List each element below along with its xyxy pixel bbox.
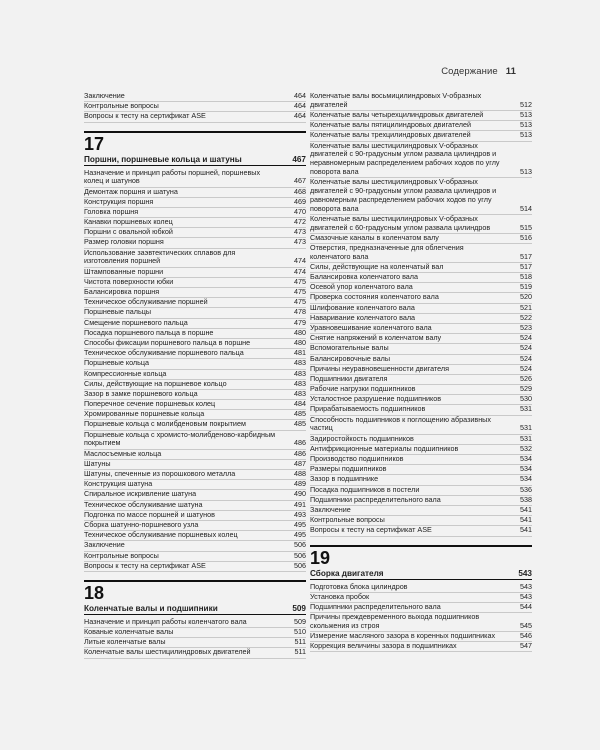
toc-entry[interactable]: Литые коленчатые валы 511 [84,638,306,648]
toc-entry[interactable]: Заключение 464 [84,92,306,102]
toc-entry[interactable]: Смазочные каналы в коленчатом валу 516 [310,234,532,244]
toc-entry[interactable]: Проверка состояния коленчатого вала 520 [310,293,532,303]
toc-entry[interactable]: Заключение 506 [84,541,306,551]
toc-column-left [84,92,306,659]
toc-entry[interactable]: Установка пробок 543 [310,593,532,603]
toc-entry[interactable]: Силы, действующие на коленчатый вал 517 [310,263,532,273]
chapter-number: 18 [84,580,306,603]
toc-entry[interactable]: Маслосъемные кольца 486 [84,450,306,460]
toc-entry[interactable]: Коленчатые валы четырехцилиндровых двигателей 513 [310,111,532,121]
toc-entry[interactable]: Поршневые кольца с молибденовым покрытием 485 [84,420,306,430]
toc-entry[interactable]: Подготовка блока цилиндров 543 [310,583,532,593]
toc-entry[interactable]: Причины преждевременного выхода подшипников скольжения из строя 545 [310,613,532,632]
toc-entry[interactable]: Шлифование коленчатого вала 521 [310,304,532,314]
toc-entry[interactable]: Техническое обслуживание поршневого пальца 481 [84,349,306,359]
left-pre-list [84,92,306,123]
toc-entry[interactable]: Компрессионные кольца 483 [84,370,306,380]
toc-entry[interactable]: Техническое обслуживание шатуна 491 [84,501,306,511]
chapter-title[interactable]: Поршни, поршневые кольца и шатуны 467 [84,154,306,164]
running-head [441,66,516,77]
toc-entry[interactable]: Вопросы к тесту на сертификат ASE 506 [84,562,306,572]
toc-entry[interactable]: Подшипники распределительного вала 538 [310,496,532,506]
chapter-number: 17 [84,131,306,154]
toc-entry[interactable]: Демонтаж поршня и шатуна 468 [84,188,306,198]
toc-entry[interactable]: Коленчатые валы трехцилиндровых двигателей 513 [310,131,532,141]
toc-entry[interactable]: Зазор в подшипнике 534 [310,475,532,485]
toc-entry[interactable]: Конструкция поршня 469 [84,198,306,208]
toc-entry[interactable]: Коленчатые валы шестицилиндровых V-образных двигателей с 90-градусным углом развала цилиндров и неравномерным распределением рабочих ходов по углу поворота вала 513 [310,142,532,179]
chapter-18-list [84,618,306,659]
toc-entry[interactable]: Контрольные вопросы 506 [84,552,306,562]
toc-entry[interactable]: Рабочие нагрузки подшипников 529 [310,385,532,395]
running-head-title: Содержание [441,66,498,77]
toc-entry[interactable]: Сборка шатунно-поршневого узла 495 [84,521,306,531]
toc-entry[interactable]: Отверстия, предназначенные для облегчения коленчатого вала 517 [310,244,532,263]
toc-entry[interactable]: Коленчатые валы восьмицилиндровых V-образных двигателей 512 [310,92,532,111]
toc-entry[interactable]: Коррекция величины зазора в подшипниках 547 [310,642,532,652]
toc-entry[interactable]: Поршневые кольца с хромисто-молибденово-карбидным покрытием 486 [84,431,306,450]
toc-entry[interactable]: Наваривание коленчатого вала 522 [310,314,532,324]
toc-entry[interactable]: Балансировочные валы 524 [310,355,532,365]
toc-entry[interactable]: Штампованные поршни 474 [84,268,306,278]
toc-entry[interactable]: Причины неуравновешенности двигателя 524 [310,365,532,375]
chapter-17-list [84,169,306,572]
toc-entry[interactable]: Задиростойкость подшипников 531 [310,435,532,445]
toc-entry[interactable]: Осевой упор коленчатого вала 519 [310,283,532,293]
toc-entry[interactable]: Чистота поверхности юбки 475 [84,278,306,288]
toc-entry[interactable]: Контрольные вопросы 464 [84,102,306,112]
toc-entry[interactable]: Балансировка коленчатого вала 518 [310,273,532,283]
toc-column-right [310,92,532,652]
toc-entry[interactable]: Размеры подшипников 534 [310,465,532,475]
toc-entry[interactable]: Подшипники двигателя 526 [310,375,532,385]
toc-entry[interactable]: Коленчатые валы шестицилиндровых V-образных двигателей с 60-градусным углом развала цилиндров 515 [310,215,532,234]
toc-entry[interactable]: Смещение поршневого пальца 479 [84,319,306,329]
toc-entry[interactable]: Антифрикционные материалы подшипников 532 [310,445,532,455]
toc-entry[interactable]: Подшипники распределительного вала 544 [310,603,532,613]
toc-entry[interactable]: Посадка поршневого пальца в поршне 480 [84,329,306,339]
toc-entry[interactable]: Размер головки поршня 473 [84,238,306,248]
toc-entry[interactable]: Заключение 541 [310,506,532,516]
toc-entry[interactable]: Прирабатываемость подшипников 531 [310,405,532,415]
toc-entry[interactable]: Производство подшипников 534 [310,455,532,465]
toc-entry[interactable]: Поршневые кольца 483 [84,359,306,369]
toc-entry[interactable]: Коленчатые валы шестицилиндровых двигателей 511 [84,648,306,658]
chapter-number: 19 [310,545,532,568]
toc-entry[interactable]: Техническое обслуживание поршневых колец 495 [84,531,306,541]
toc-entry[interactable]: Хромированные поршневые кольца 485 [84,410,306,420]
toc-entry[interactable]: Вопросы к тесту на сертификат ASE 464 [84,112,306,122]
toc-entry[interactable]: Поршни с овальной юбкой 473 [84,228,306,238]
chapter-19-list [310,583,532,653]
chapter-18-continued-list [310,92,532,537]
toc-entry[interactable]: Поршневые пальцы 478 [84,308,306,318]
toc-entry[interactable]: Использование заэвтектических сплавов для изготовления поршней 474 [84,249,306,268]
toc-entry[interactable]: Назначение и принцип работы поршней, поршневых колец и шатунов 467 [84,169,306,188]
page-number: 11 [505,66,516,77]
toc-entry[interactable]: Усталостное разрушение подшипников 530 [310,395,532,405]
toc-entry[interactable]: Кованые коленчатые валы 510 [84,628,306,638]
toc-entry[interactable]: Вопросы к тесту на сертификат ASE 541 [310,526,532,536]
toc-entry[interactable]: Головка поршня 470 [84,208,306,218]
toc-entry[interactable]: Способы фиксации поршневого пальца в поршне 480 [84,339,306,349]
toc-entry[interactable]: Способность подшипников к поглощению абразивных частиц 531 [310,416,532,435]
toc-entry[interactable]: Спиральное искривление шатуна 490 [84,490,306,500]
toc-entry[interactable]: Уравновешивание коленчатого вала 523 [310,324,532,334]
toc-entry[interactable]: Конструкция шатуна 489 [84,480,306,490]
toc-entry[interactable]: Коленчатые валы шестицилиндровых V-образных двигателей с 90-градусным углом развала цилиндров и равномерным распределением рабочих ходов по углу поворота вала 514 [310,178,532,215]
toc-entry[interactable]: Шатуны, спеченные из порошкового металла 488 [84,470,306,480]
toc-entry[interactable]: Техническое обслуживание поршней 475 [84,298,306,308]
toc-entry[interactable]: Посадка подшипников в постели 536 [310,486,532,496]
toc-entry[interactable]: Поперечное сечение поршневых колец 484 [84,400,306,410]
chapter-title[interactable]: Сборка двигателя 543 [310,568,532,578]
chapter-title[interactable]: Коленчатые валы и подшипники 509 [84,603,306,613]
toc-entry[interactable]: Коленчатые валы пятицилиндровых двигателей 513 [310,121,532,131]
toc-entry[interactable]: Зазор в замке поршневого кольца 483 [84,390,306,400]
toc-entry[interactable]: Подгонка по массе поршней и шатунов 493 [84,511,306,521]
toc-entry[interactable]: Измерение масляного зазора в коренных подшипниках 546 [310,632,532,642]
toc-entry[interactable]: Назначение и принцип работы коленчатого вала 509 [84,618,306,628]
toc-entry[interactable]: Шатуны 487 [84,460,306,470]
toc-entry[interactable]: Вспомогательные валы 524 [310,344,532,354]
toc-entry[interactable]: Канавки поршневых колец 472 [84,218,306,228]
toc-entry[interactable]: Балансировка поршня 475 [84,288,306,298]
toc-entry[interactable]: Силы, действующие на поршневое кольцо 483 [84,380,306,390]
toc-entry[interactable]: Контрольные вопросы 541 [310,516,532,526]
toc-entry[interactable]: Снятие напряжений в коленчатом валу 524 [310,334,532,344]
